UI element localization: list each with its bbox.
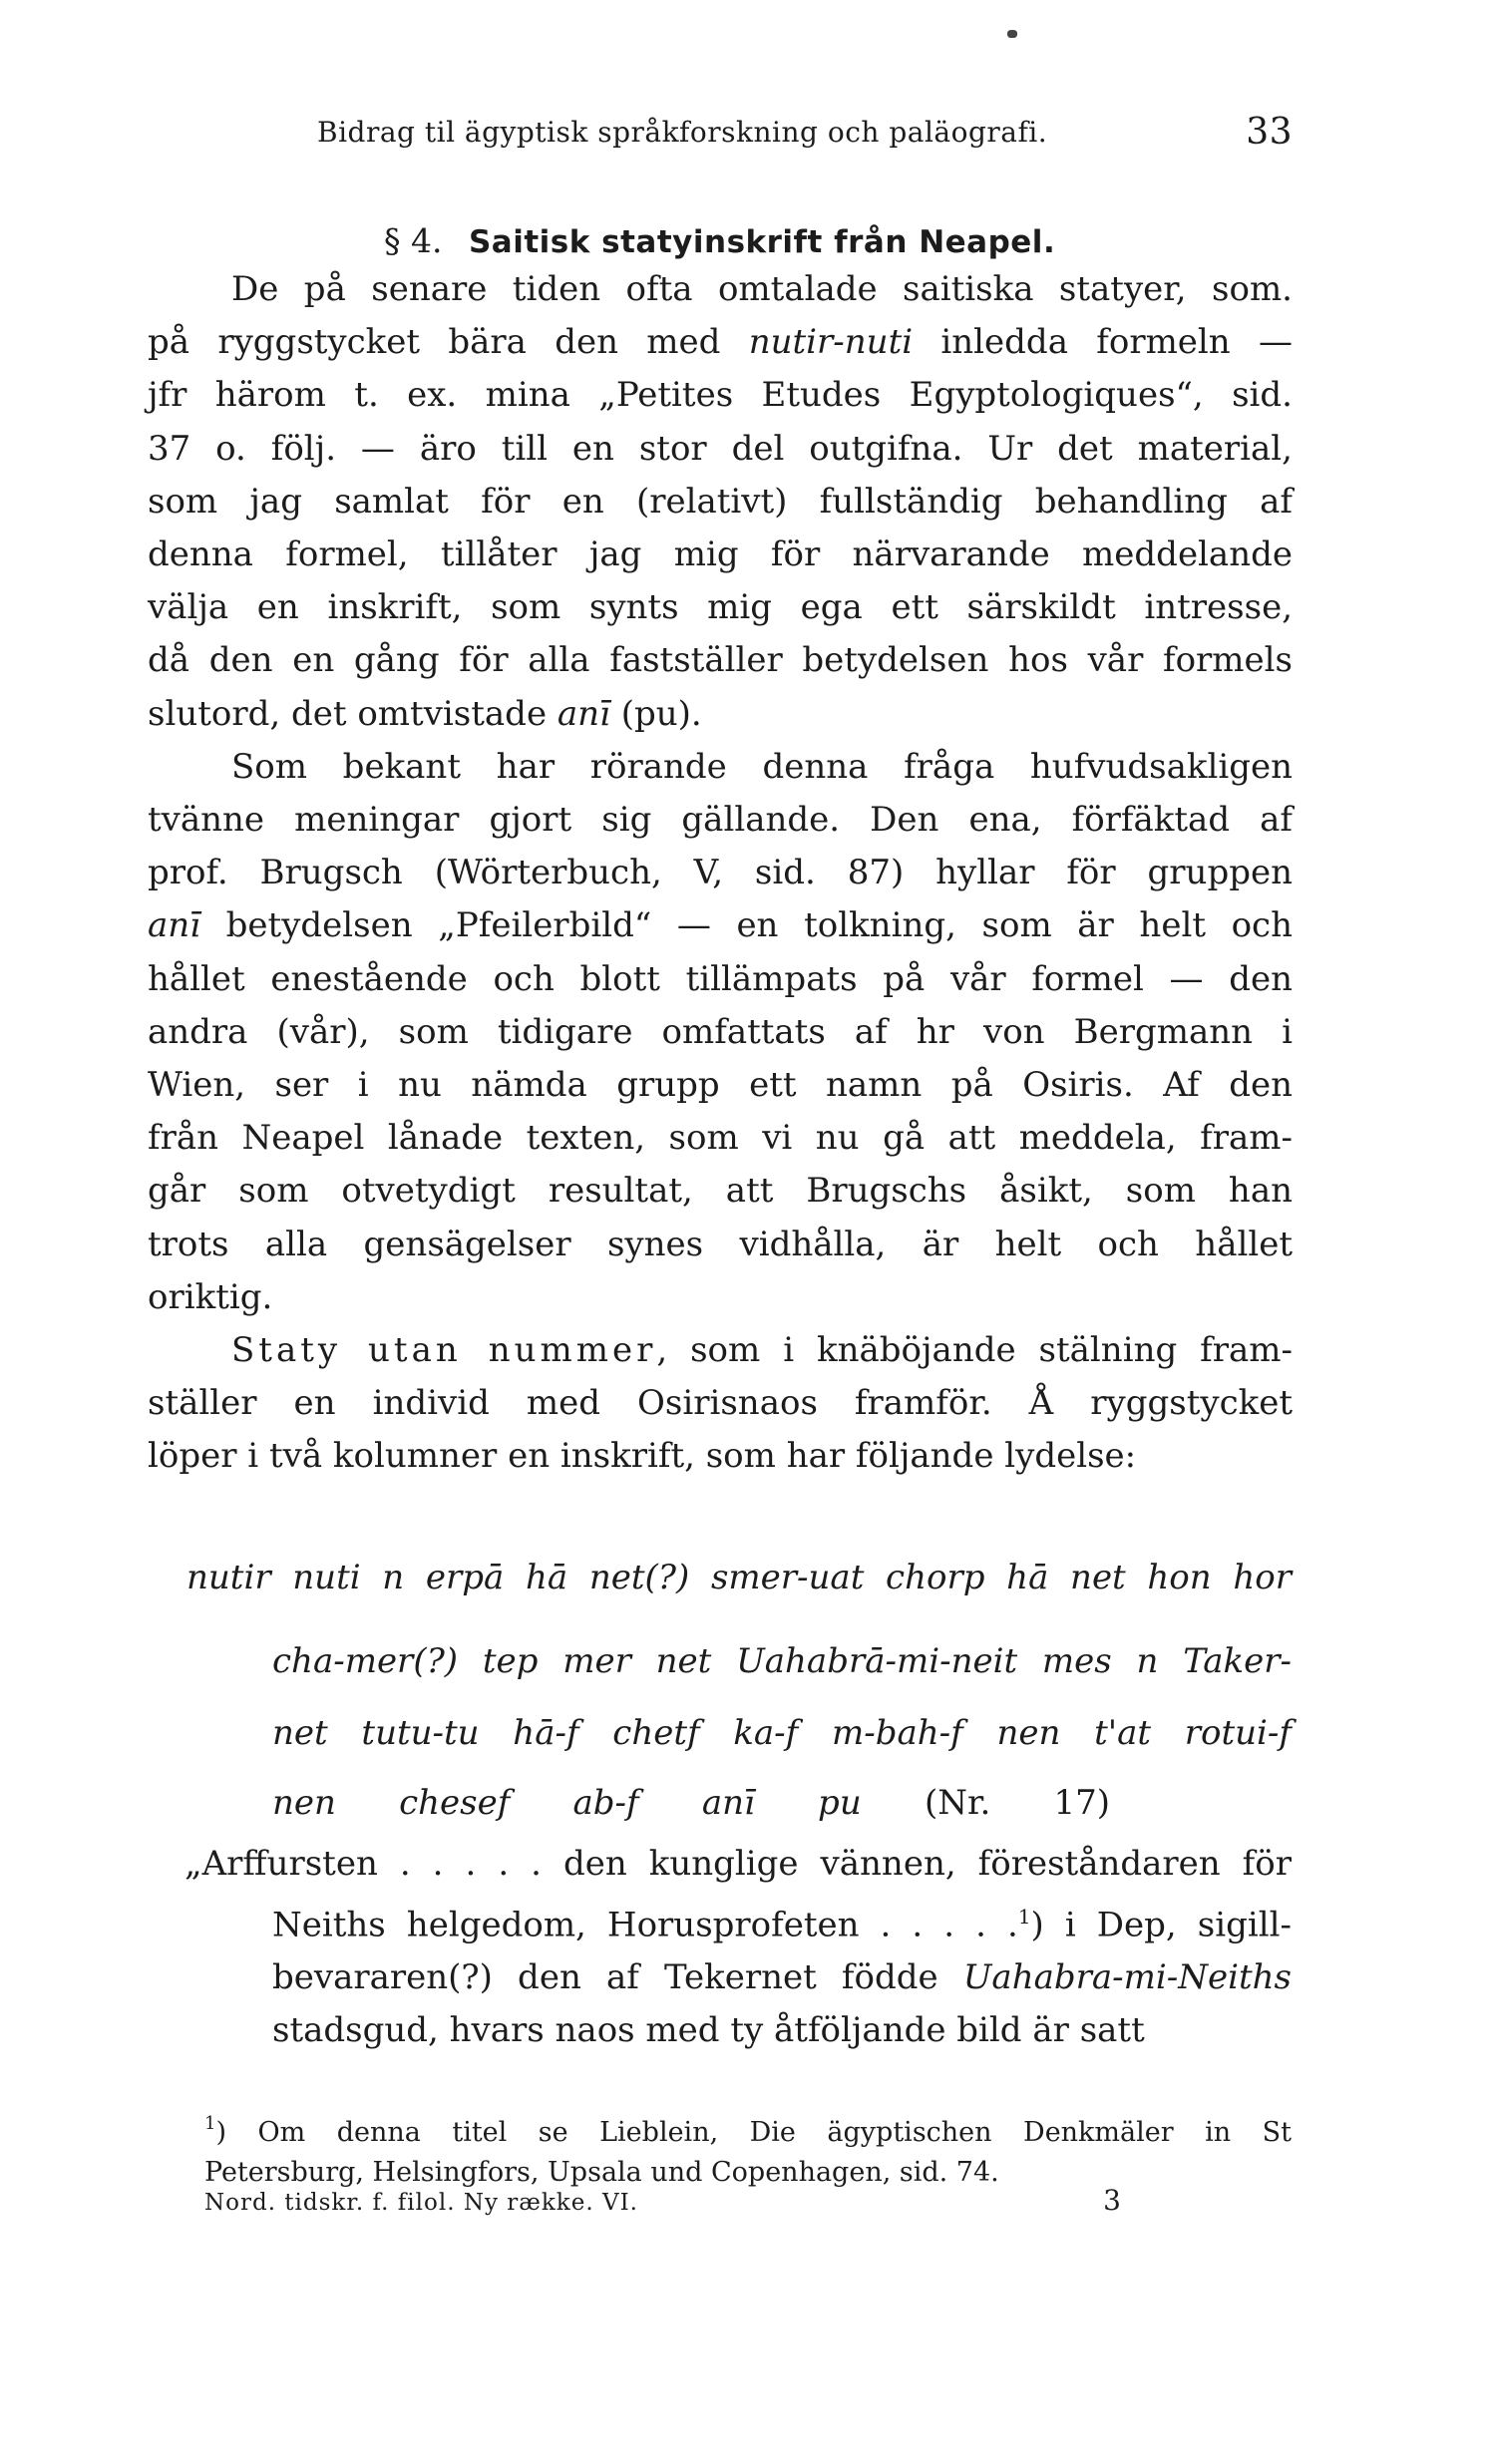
text-line: på ryggstycket bära den med nutir-nuti inledda formeln — — [148, 322, 1293, 363]
running-header — [150, 108, 1293, 160]
text-line: 37 o. följ. — äro till en stor del outgifna. Ur det material, — [148, 428, 1293, 469]
paragraph-1 — [148, 263, 1293, 741]
text-line: som jag samlat för en (relativt) fullständig behandling af — [148, 481, 1293, 522]
text-line: då den en gång för alla fastställer betydelsen hos vår formels — [148, 640, 1293, 681]
running-title: Bidrag til ägyptisk språkforskning och paläografi. — [317, 116, 1048, 149]
text-line: denna formel, tillåter jag mig för närvarande meddelande — [148, 534, 1293, 575]
text-line: andra (vår), som tidigare omfattats af hr von Bergmann i — [148, 1011, 1293, 1052]
body-text — [148, 263, 1293, 1484]
translation-quote — [185, 1838, 1292, 2057]
transliteration-reference: (Nr. 17) — [924, 1783, 1111, 1823]
text-line: anī betydelsen „Pfeilerbild“ — en tolkning, som är helt och — [148, 905, 1293, 946]
text-line: hållet enestående och blott tillämpats på vår formel — den — [148, 958, 1293, 999]
text-line: bevararen(?) den af Tekernet födde Uahabra-mi-Neiths — [272, 1957, 1292, 1998]
text-line: Som bekant har rörande denna fråga hufvudsakligen — [231, 746, 1293, 787]
text-line: Neiths helgedom, Horusprofeten . . . . .$^1$) i Dep, sigill- — [272, 1905, 1292, 1945]
spaced-term: Staty utan nummer — [231, 1330, 657, 1371]
italic-term: anī — [557, 693, 610, 734]
page-number: 33 — [1246, 112, 1293, 153]
italic-term: nutir-nuti — [748, 322, 914, 363]
text-line: „Arffursten . . . . . den kunglige vännen, föreståndaren för — [185, 1844, 1292, 1884]
section-title: Saitisk statyinskrift från Neapel. — [468, 224, 1056, 260]
signature-mark: 3 — [1103, 2184, 1122, 2217]
text-line: löper i två kolumner en inskrift, som har följande lydelse: — [148, 1436, 1137, 1477]
ink-speck — [1007, 30, 1017, 38]
transliteration-line-1: nutir nuti n erpā hā net(?) smer-uat chorp hā net hon hor — [186, 1558, 1292, 1597]
italic-term: Uahabra-mi-Neiths — [962, 1957, 1292, 1998]
text-line: trots alla gensägelser synes vidhålla, är helt och hållet — [148, 1224, 1293, 1264]
transliteration-line-4: nen chesef ab-f anī pu (Nr. 17) — [272, 1783, 1111, 1823]
text-line: från Neapel lånade texten, som vi nu gå att meddela, fram- — [148, 1118, 1293, 1159]
footnote-reference: 1 — [1017, 1905, 1031, 1929]
paragraph-3 — [148, 1324, 1293, 1484]
text-line: prof. Brugsch (Wörterbuch, V, sid. 87) hyllar för gruppen — [148, 853, 1293, 893]
footnote: $^1$) Om denna titel se Lieblein, Die ägyptischen Denkmäler in St Petersburg, Helsingfors, Upsala und Copenhagen, sid. 74. — [204, 2113, 1292, 2188]
paragraph-2 — [148, 741, 1293, 1324]
footnote-marker: 1 — [204, 2113, 216, 2134]
text-line: De på senare tiden ofta omtalade saitiska statyer, som. — [231, 269, 1293, 309]
transliteration-line-3: net tutu-tu hā-f chetf ka-f m-bah-f nen t'at rotui-f — [272, 1713, 1292, 1753]
printer-signature: Nord. tidskr. f. filol. Ny række. VI. 3 — [204, 2184, 1122, 2217]
text-line: slutord, det omtvistade anī (pu). — [148, 693, 702, 734]
text-line: välja en inskrift, som synts mig ega ett särskildt intresse, — [148, 587, 1293, 628]
text-line: oriktig. — [148, 1276, 273, 1317]
text-line: jfr härom t. ex. mina „Petites Etudes Egyptologiques“, sid. — [148, 375, 1293, 416]
text-line: ställer en individ med Osirisnaos framför. Å ryggstycket — [148, 1383, 1293, 1424]
text-line: Staty utan nummer, som i knäböjande stälning fram- — [231, 1330, 1293, 1371]
text-line: Wien, ser i nu nämda grupp ett namn på Osiris. Af den — [148, 1065, 1293, 1106]
text-line: stadsgud, hvars naos med ty åtföljande bild är satt — [272, 2010, 1145, 2051]
section-heading — [384, 221, 1055, 260]
text-line: tvänne meningar gjort sig gällande. Den ena, förfäktad af — [148, 800, 1293, 841]
section-number: § 4. — [384, 221, 443, 260]
italic-term: anī — [148, 905, 201, 946]
transliteration-line-2: cha-mer(?) tep mer net Uahabrā-mi-neit mes n Taker- — [272, 1641, 1292, 1681]
text-line: går som otvetydigt resultat, att Brugschs åsikt, som han — [148, 1171, 1293, 1212]
